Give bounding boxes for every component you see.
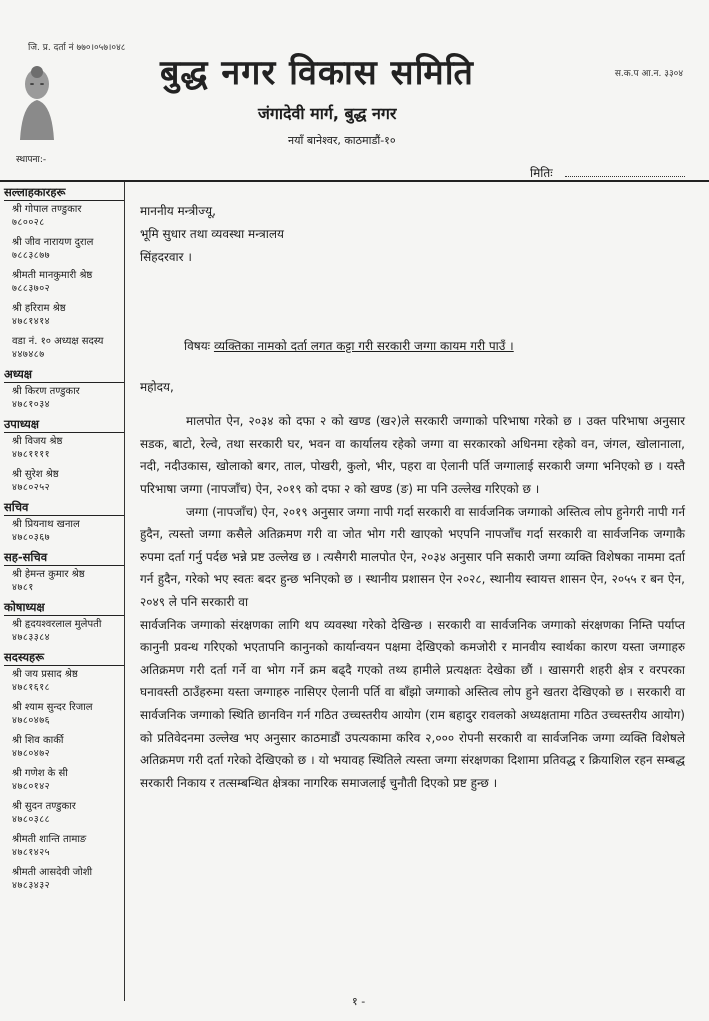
sidebar-divider [124, 182, 125, 1001]
member-name: वडा नं. १० अध्यक्ष सदस्य [12, 336, 104, 347]
member-phone: ४७८१०३४ [12, 399, 51, 410]
member-phone: ४७८११११ [12, 449, 51, 460]
member-name: श्री जीव नारायण दुराल [12, 237, 94, 248]
buddha-logo-icon [14, 62, 60, 142]
member-name: श्रीमती मानकुमारी श्रेष्ठ [12, 270, 93, 281]
letter-body [140, 200, 685, 794]
member-phone: ४७८०४७६ [12, 715, 51, 726]
member-phone: ४७८१४२५ [12, 847, 51, 858]
date-label: मितिः [530, 166, 553, 180]
addressee-block [140, 200, 685, 269]
paragraph-2: जग्गा (नापजाँच) ऐन, २०१९ अनुसार जग्गा नापी गर्दा सरकारी वा सार्वजनिक जग्गाको अस्तित्व लोप हुनेगरी नापी गर्न हुदैन, त्यस्तो जग्गा कसैले अतिक्रमण गरी वा जोत भोग गरी खाएको भएपनि नापजाँच गर्दा सरकारी वा सार्वजनिक जग्गाकै रुपमा दर्ता गर्नु पर्दछ भन्ने प्रष्ट उल्लेख छ । त्यसैगरी मालपोत ऐन, २०३४ अनुसार पनि सकारी जग्गा व्यक्ति विशेषका नाममा दर्ता गर्न हुदैन, गरेको भए स्वतः बदर हुन्छ भनिएको छ । स्थानीय प्रशासन ऐन २०२८, स्थानीय स्वायत्त शासन ऐन, २०५५ र बन ऐन, २०४९ ले पनि सरकारी वा [140, 504, 685, 609]
member-phone: ४७८०२५२ [12, 482, 51, 493]
member-name: श्री सुरेश श्रेष्ठ [12, 469, 59, 480]
member-phone: ७८८३८७७ [12, 250, 51, 261]
organization-address: जंगादेवी मार्ग, बुद्ध नगर [258, 104, 397, 123]
member-phone: ४७८०१४२ [12, 781, 51, 792]
member-name: श्री किरण तण्डुकार [12, 386, 80, 397]
member-name: श्री जय प्रसाद श्रेष्ठ [12, 669, 78, 680]
date-blank-line [565, 176, 685, 177]
registration-number: जि. प्र. दर्ता नं ७७०।०५७।०४८ [28, 43, 126, 53]
sidebar-group-heading: सह-सचिव [4, 551, 124, 566]
subject-text: व्यक्तिका नामको दर्ता लगत कट्टा गरी सरकारी जग्गा कायम गरी पाउँ । [213, 339, 514, 353]
member-phone: ७८००२८ [12, 217, 45, 228]
member-name: श्री हेमन्त कुमार श्रेष्ठ [12, 569, 85, 580]
header-divider [0, 180, 709, 182]
subject-label: विषयः [184, 339, 211, 353]
member-name: श्रीमती शान्ति तामाङ [12, 834, 87, 845]
subject-line [140, 335, 685, 358]
member-phone: ७८८३७०२ [12, 283, 51, 294]
established-label: स्थापना:- [16, 155, 47, 165]
page-number: १ - [352, 995, 366, 1008]
organization-city: नयाँ बानेश्वर, काठमाडौं-१० [288, 134, 396, 147]
member-name: श्री हृदयश्वरलाल मुलेपती [12, 619, 102, 630]
member-name: श्री सुदन तण्डुकार [12, 801, 76, 812]
member-phone: ४७८१६१८ [12, 682, 51, 693]
member-phone: ४७८०३६७ [12, 532, 51, 543]
member-phone: ४७८०३८८ [12, 814, 51, 825]
member-phone: ४४७४८७ [12, 349, 45, 360]
addressee-ministry: भूमि सुधार तथा व्यवस्था मन्त्रालय [140, 227, 284, 241]
member-phone: ४७८०४७२ [12, 748, 51, 759]
member-name: श्री शिव कार्की [12, 735, 64, 746]
member-name: श्री विजय श्रेष्ठ [12, 436, 63, 447]
member-phone: ४७८३३८४ [12, 632, 51, 643]
sidebar-group-heading: सदस्यहरू [4, 651, 124, 666]
member-phone: ४७८१४१४ [12, 316, 51, 327]
sidebar-group-heading: सल्लाहकारहरू [4, 186, 124, 201]
committee-sidebar [4, 186, 124, 899]
member-name: श्रीमती आसदेवी जोशी [12, 867, 93, 878]
paragraph-3: सार्वजनिक जग्गाको संरक्षणका लागि थप व्यवस्था गरेको देखिन्छ । सरकारी वा सार्वजनिक जग्गाको संरक्षणका निम्ति पर्याप्त कानुनी प्रवन्ध गरिएको भएतापनि कानुनको कार्यान्वयन पक्षमा देखिएको कमजोरी र मानवीय स्वार्थका कारण यस्ता जग्गाहरु अतिक्रमण गरी दर्ता गर्ने वा भोग गर्ने क्रम बढ्दै गएको तथ्य हामीले प्रत्यक्षतः देखेका छौं । खासगरी शहरी क्षेत्र र वरपरका घनावस्ती ठाउँहरुमा यस्ता जग्गाहरु नासिएर ऐलानी पर्ति वा बाँझो जग्गाको अस्तित्व लोप हुने खतरा देखिएको छ । सरकारी वा सार्वजनिक जग्गाको स्थिति छानविन गर्न गठित उच्चस्तरीय आयोग (राम बहादुर रावलको अध्यक्षतामा गठित उच्चस्तरीय आयोग) को प्रतिवेदनमा उल्लेख भए अनुसार काठमाडौं उपत्यकामा करिव २,००० रोपनी सरकारी वा सार्वजनिक जग्गा व्यक्ति विशेषले अतिक्रमण गरी दर्ता गरेको देखिएको छ । यो भयावह स्थितिले त्यस्ता जग्गा संरक्षणका दिशामा प्रतिवद्ध र क्रियाशिल रहन सम्बद्ध सरकारी निकाय र तत्सम्बन्धित क्षेत्रका नागरिक समाजलाई चुनौती दिएको प्रष्ट हुन्छ । [140, 617, 685, 790]
sidebar-group-heading: अध्यक्ष [4, 368, 124, 383]
member-phone: ४७८१ [12, 582, 34, 593]
tax-registration-number: स.क.प आ.न. ३३०४ [614, 69, 683, 79]
addressee-location: सिंहदरवार । [140, 250, 192, 264]
member-name: श्री प्रियनाथ खनाल [12, 519, 80, 530]
member-name: श्री गोपाल तण्डुकार [12, 204, 82, 215]
addressee-title: माननीय मन्त्रीज्यू, [140, 204, 216, 218]
sidebar-group-heading: उपाध्यक्ष [4, 418, 124, 433]
member-name: श्री गणेश के सी [12, 768, 68, 779]
sidebar-group-heading: कोषाध्यक्ष [4, 601, 124, 616]
paragraph-1: मालपोत ऐन, २०३४ को दफा २ को खण्ड (ख२)ले सरकारी जग्गाको परिभाषा गरेको छ । उक्त परिभाषा अनुसार सडक, बाटो, रेल्वे, तथा सरकारी घर, भवन वा कार्यालय रहेको जग्गा वा सरकारको अधिनमा रहेको वन, जंगल, खोलानाला, नदी, नदीउकास, खोलाको बगर, ताल, पोखरी, कुलो, भीर, पहरा वा ऐलानी पर्ति जग्गालाई सरकारी जग्गा भनिएको छ । यस्तै परिभाषा जग्गा (नापजाँच) ऐन, २०१९ को दफा २ को खण्ड (ङ) मा पनि उल्लेख गरिएको छ । [140, 414, 685, 496]
organization-title: बुद्ध नगर विकास समिति [160, 53, 474, 93]
salutation: महोदय, [140, 379, 174, 394]
member-name: श्री हरिराम श्रेष्ठ [12, 303, 66, 314]
member-name: श्री श्याम सुन्दर रिजाल [12, 702, 93, 713]
member-phone: ४७८३४३२ [12, 880, 51, 891]
sidebar-group-heading: सचिव [4, 501, 124, 516]
